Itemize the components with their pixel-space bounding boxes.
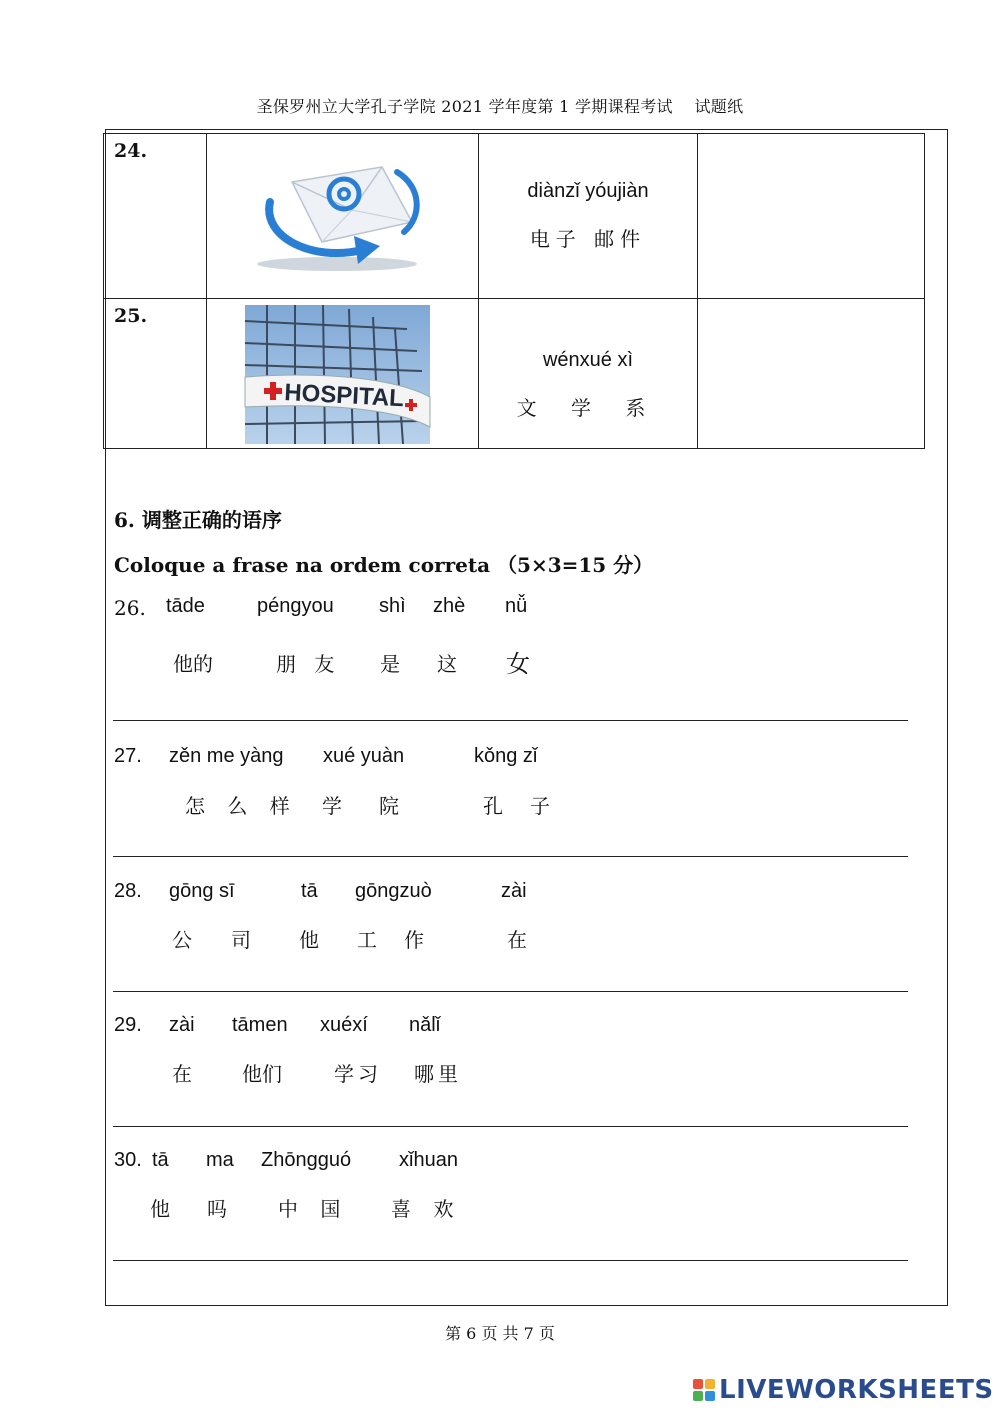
answer-line-26[interactable]	[113, 720, 908, 721]
pinyin-word: ma	[206, 1149, 234, 1171]
pinyin-cell	[479, 134, 698, 299]
pinyin-word: xué yuàn	[323, 745, 405, 767]
hanzi-word: 女	[506, 650, 530, 678]
row-number: 25.	[104, 299, 207, 449]
answer-cell-24[interactable]	[698, 134, 925, 299]
pinyin-text: diànzǐ yóujiàn	[527, 180, 649, 202]
table-row	[104, 134, 925, 299]
pinyin-word: tāde	[166, 595, 205, 617]
pinyin-word: tā	[301, 880, 318, 902]
question-number: 29.	[114, 1014, 142, 1036]
table-row	[104, 299, 925, 449]
hanzi-word: 院	[379, 794, 399, 818]
hanzi-word: 在	[507, 928, 527, 952]
pinyin-word: péngyou	[257, 595, 334, 617]
hanzi-word: 在	[172, 1062, 192, 1086]
logo-wordmark: LIVEWORKSHEETS	[719, 1375, 994, 1405]
hospital-image-cell	[207, 299, 479, 449]
hanzi-word: 是	[380, 652, 400, 676]
answer-line-28[interactable]	[113, 991, 908, 992]
exam-header: 圣保罗州立大学孔子学院 2021 学年度第 1 学期课程考试 试题纸	[256, 97, 744, 116]
question-number: 27.	[114, 745, 142, 767]
hanzi-word: 他的	[173, 652, 213, 676]
email-image-cell	[207, 134, 479, 299]
question-number: 28.	[114, 880, 142, 902]
hanzi-word: 吗	[207, 1197, 227, 1221]
pinyin-word: zhè	[433, 595, 466, 617]
hanzi-word: 哪里	[414, 1062, 462, 1086]
hanzi-word: 喜 欢	[391, 1197, 462, 1221]
hanzi-word: 他们	[242, 1062, 282, 1086]
hospital-photo	[207, 299, 478, 444]
hanzi-word: 公	[172, 928, 192, 952]
section-subtitle: Coloque a frase na ordem correta （5×3=15 分）	[114, 553, 654, 577]
hanzi-word: 孔	[483, 794, 503, 818]
hanzi-word: 工	[357, 928, 377, 952]
hanzi-word: 司	[231, 928, 251, 952]
section-title: 6. 调整正确的语序	[114, 508, 282, 532]
answer-line-29[interactable]	[113, 1126, 908, 1127]
hanzi-word: 他	[299, 928, 319, 952]
pinyin-word: tā	[152, 1149, 169, 1171]
hanzi-word: 作	[404, 928, 424, 952]
answer-line-27[interactable]	[113, 856, 908, 857]
hanzi-text: 电子 邮件	[529, 227, 647, 251]
hanzi-word: 朋 友	[276, 652, 341, 676]
hanzi-text: 文 学 系	[516, 396, 660, 420]
question-number: 26.	[114, 596, 146, 620]
row-number: 24.	[104, 134, 207, 299]
pinyin-word: kǒng zǐ	[474, 745, 538, 767]
page-footer: 第 6 页 共 7 页	[445, 1324, 555, 1343]
pinyin-word: nǚ	[505, 595, 528, 617]
hanzi-word: 他	[150, 1197, 170, 1221]
pinyin-word: xǐhuan	[399, 1149, 458, 1171]
logo-mark-icon	[693, 1379, 715, 1401]
vocabulary-table	[103, 133, 925, 449]
pinyin-text: wénxué xì	[542, 349, 634, 371]
hospital-sign-text: HOSPITAL	[283, 379, 405, 413]
answer-line-30[interactable]	[113, 1260, 908, 1261]
hanzi-word: 子	[530, 794, 550, 818]
pinyin-cell	[479, 299, 698, 449]
pinyin-word: zài	[501, 880, 527, 902]
pinyin-word: gōng sī	[169, 880, 235, 902]
pinyin-word: tāmen	[232, 1014, 288, 1036]
hanzi-word: 中 国	[278, 1197, 349, 1221]
pinyin-word: xuéxí	[320, 1014, 368, 1036]
question-number: 30.	[114, 1149, 142, 1171]
pinyin-word: shì	[379, 595, 406, 617]
hanzi-word: 学	[322, 794, 342, 818]
pinyin-word: nǎlǐ	[409, 1014, 441, 1036]
hanzi-word: 这	[437, 652, 457, 676]
pinyin-word: Zhōngguó	[261, 1149, 352, 1171]
liveworksheets-logo	[693, 1376, 994, 1404]
pinyin-word: gōngzuò	[355, 880, 432, 902]
hanzi-word: 怎 么 样	[185, 794, 298, 818]
pinyin-word: zěn me yàng	[169, 745, 284, 767]
email-icon	[207, 134, 478, 294]
hanzi-word: 学习	[334, 1062, 382, 1086]
pinyin-word: zài	[169, 1014, 195, 1036]
answer-cell-25[interactable]	[698, 299, 925, 449]
